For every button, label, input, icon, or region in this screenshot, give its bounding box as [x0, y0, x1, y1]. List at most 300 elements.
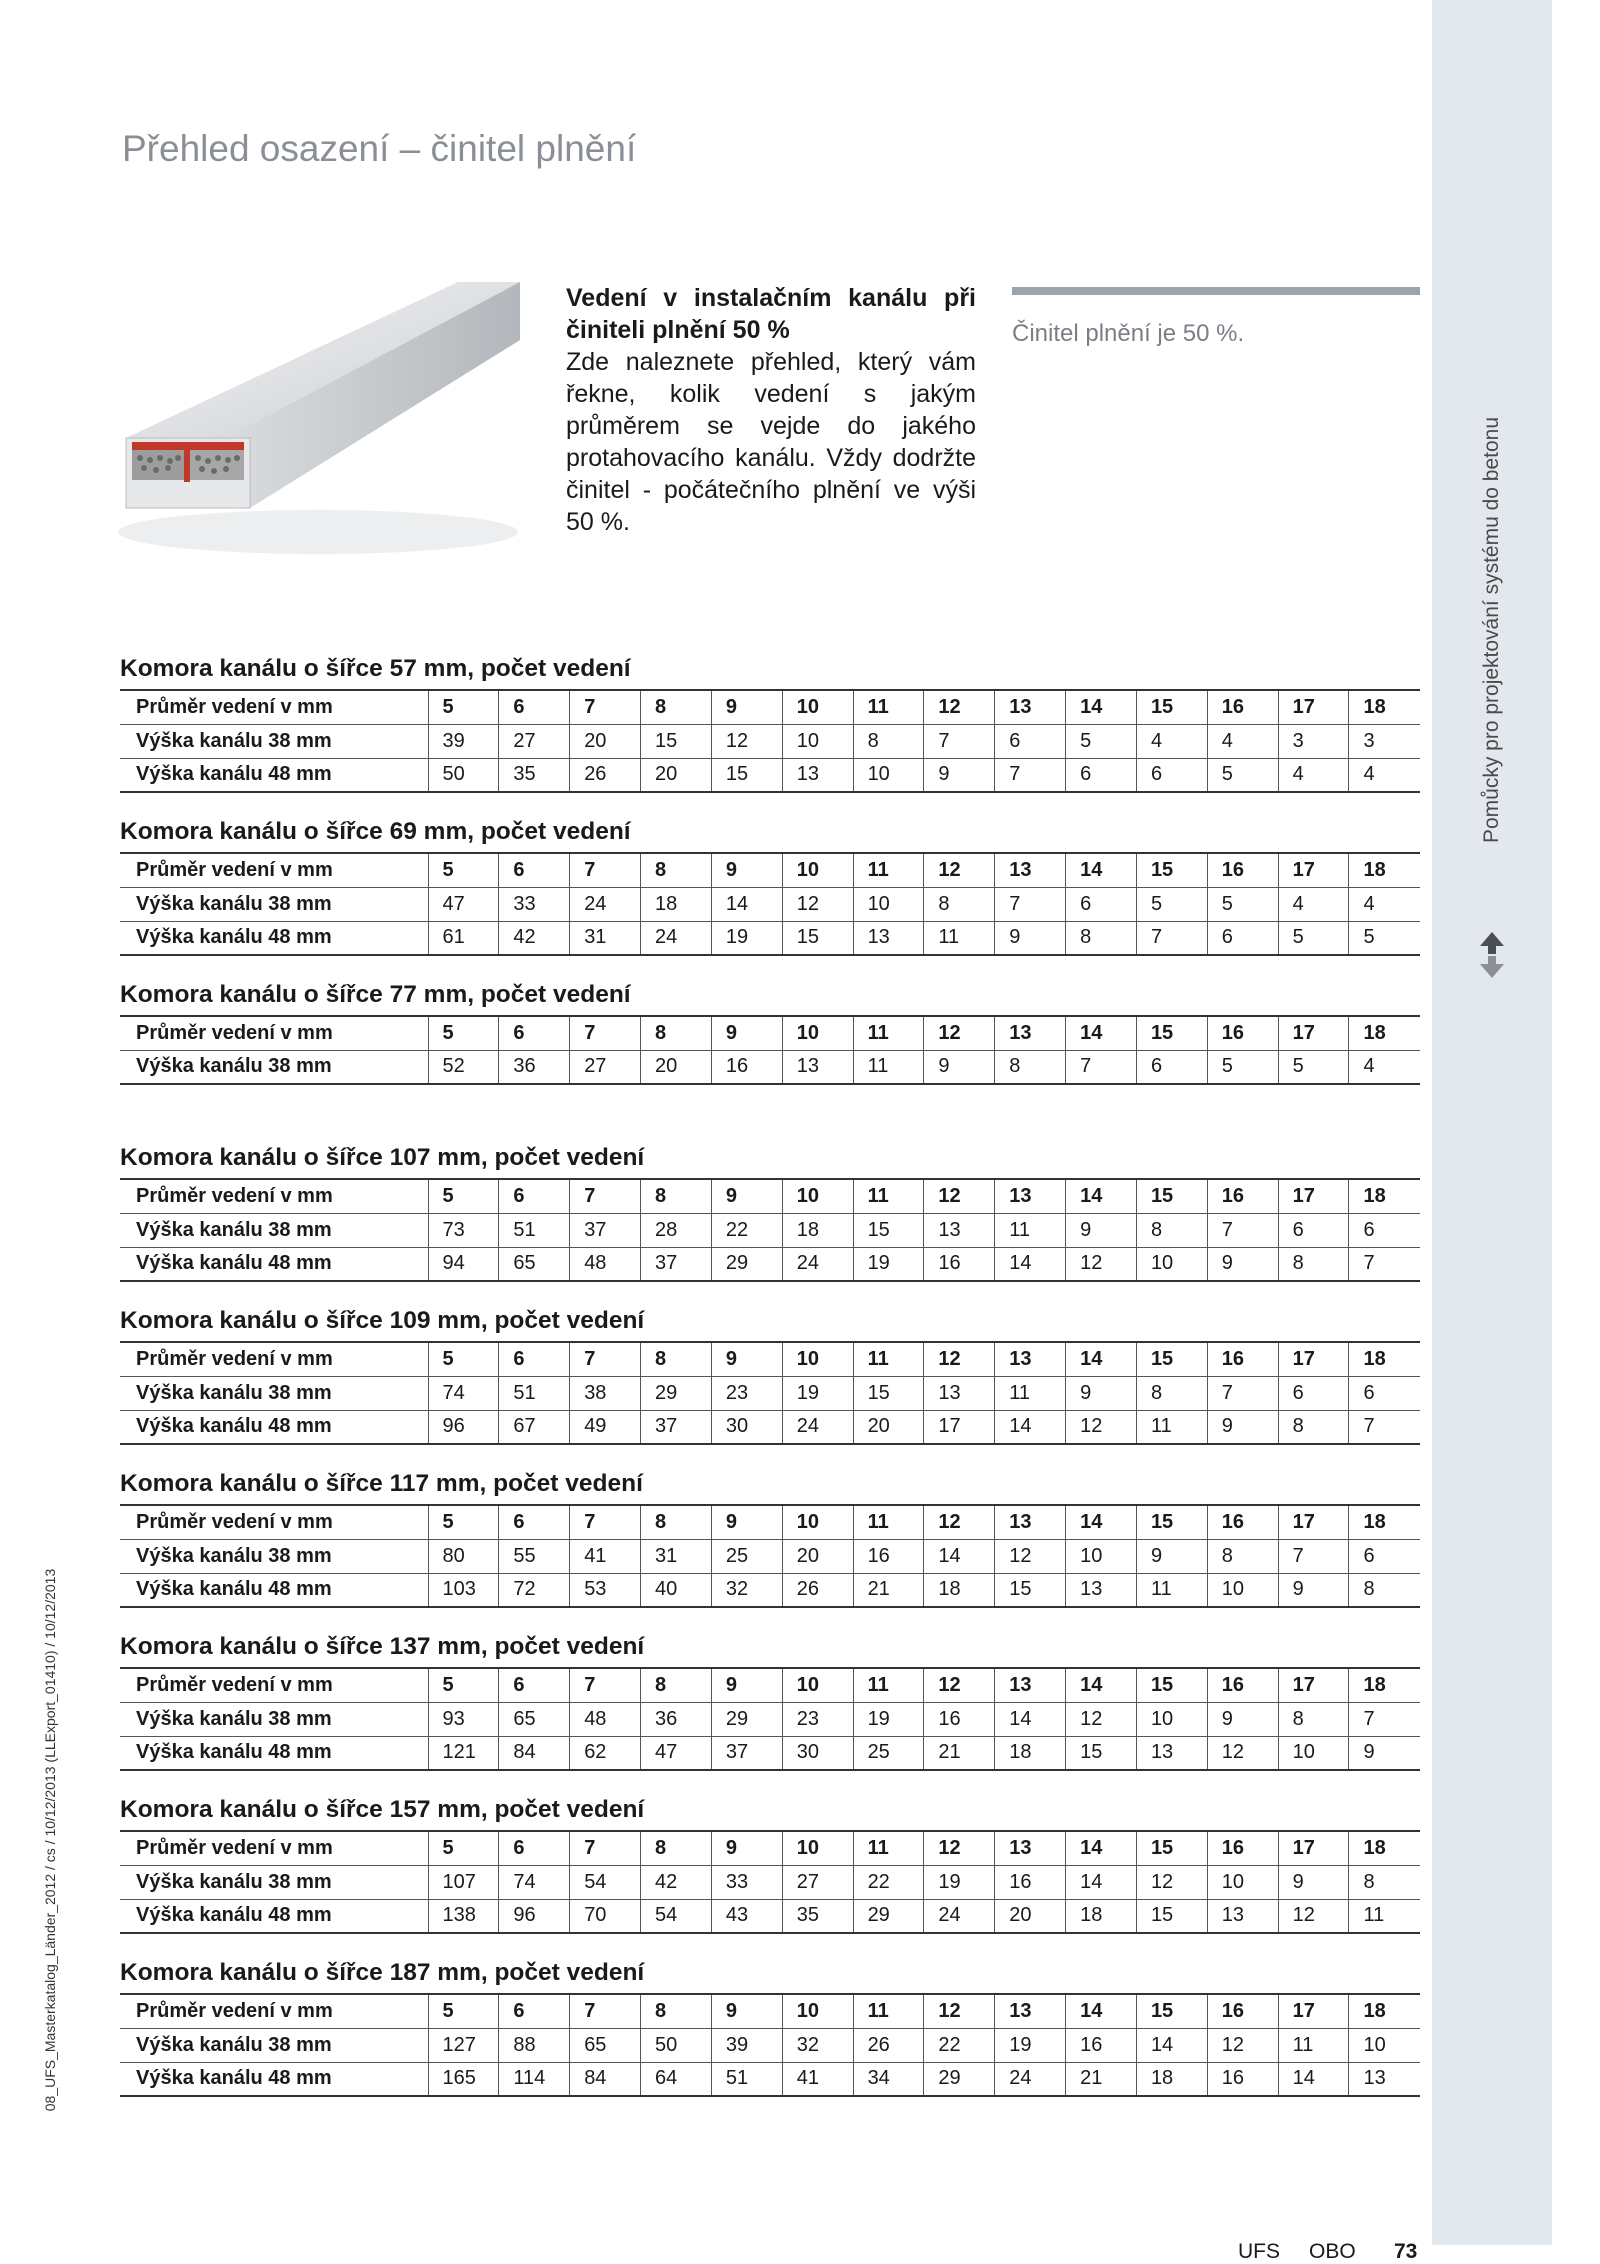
- table-cell: 17: [1278, 1831, 1349, 1865]
- table-cell: 16: [1207, 853, 1278, 887]
- table-row: [120, 1865, 1420, 1899]
- table-cell: 28: [641, 1213, 712, 1247]
- print-meta: 08_UFS_Masterkatalog_Länder_2012 / cs / 10/12/2013 (LLExport_01410) / 10/12/2013: [42, 1568, 58, 2112]
- table-cell: 7: [570, 1668, 641, 1702]
- table-cell: 9: [1207, 1247, 1278, 1281]
- table-cell: 4: [1278, 758, 1349, 792]
- table-cell: 9: [711, 690, 782, 724]
- table-row: [120, 1410, 1420, 1444]
- table-cell: 72: [499, 1573, 570, 1607]
- table-cell: 11: [853, 853, 924, 887]
- table-row: [120, 2028, 1420, 2062]
- table-cell: 4: [1278, 887, 1349, 921]
- row-label-cell: Výška kanálu 38 mm: [120, 1539, 428, 1573]
- table-cell: 5: [1349, 921, 1420, 955]
- chamber-table: [120, 852, 1420, 956]
- table-cell: 14: [1066, 1668, 1137, 1702]
- table-cell: 52: [428, 1050, 499, 1084]
- table-cell: 12: [1066, 1247, 1137, 1281]
- table-cell: 5: [428, 1016, 499, 1050]
- chamber-table-block: [120, 653, 1420, 793]
- chamber-table-block: [120, 1957, 1420, 2097]
- table-cell: 6: [1066, 887, 1137, 921]
- table-cell: 14: [1066, 1831, 1137, 1865]
- table-cell: 6: [1278, 1376, 1349, 1410]
- table-cell: 42: [641, 1865, 712, 1899]
- table-cell: 16: [995, 1865, 1066, 1899]
- table-header-row: [120, 690, 1420, 724]
- row-label-cell: Průměr vedení v mm: [120, 1831, 428, 1865]
- table-header-row: [120, 1668, 1420, 1702]
- table-cell: 3: [1278, 724, 1349, 758]
- table-cell: 6: [995, 724, 1066, 758]
- table-cell: 6: [1136, 1050, 1207, 1084]
- table-cell: 7: [1066, 1050, 1137, 1084]
- row-label-cell: Výška kanálu 38 mm: [120, 1702, 428, 1736]
- table-cell: 29: [924, 2062, 995, 2096]
- table-row: [120, 758, 1420, 792]
- table-cell: 10: [853, 758, 924, 792]
- table-cell: 65: [499, 1702, 570, 1736]
- table-cell: 13: [995, 1994, 1066, 2028]
- table-cell: 4: [1349, 1050, 1420, 1084]
- table-cell: 4: [1349, 758, 1420, 792]
- table-cell: 39: [428, 724, 499, 758]
- table-cell: 24: [641, 921, 712, 955]
- table-cell: 6: [499, 1016, 570, 1050]
- table-cell: 7: [1349, 1247, 1420, 1281]
- table-cell: 10: [782, 690, 853, 724]
- table-cell: 7: [570, 1831, 641, 1865]
- table-cell: 15: [853, 1213, 924, 1247]
- table-cell: 8: [995, 1050, 1066, 1084]
- table-cell: 16: [1207, 1668, 1278, 1702]
- table-cell: 22: [853, 1865, 924, 1899]
- table-cell: 14: [924, 1539, 995, 1573]
- table-cell: 94: [428, 1247, 499, 1281]
- table-cell: 11: [853, 1668, 924, 1702]
- table-header-row: [120, 1994, 1420, 2028]
- table-cell: 12: [924, 1831, 995, 1865]
- table-cell: 37: [641, 1247, 712, 1281]
- table-cell: 11: [1349, 1899, 1420, 1933]
- table-header-row: [120, 853, 1420, 887]
- table-cell: 14: [995, 1247, 1066, 1281]
- table-cell: 12: [1136, 1865, 1207, 1899]
- table-cell: 18: [1066, 1899, 1137, 1933]
- table-cell: 29: [641, 1376, 712, 1410]
- table-cell: 8: [1136, 1376, 1207, 1410]
- row-label-cell: Výška kanálu 48 mm: [120, 1573, 428, 1607]
- table-cell: 13: [924, 1376, 995, 1410]
- table-cell: 13: [853, 921, 924, 955]
- table-cell: 16: [924, 1702, 995, 1736]
- table-cell: 11: [853, 1179, 924, 1213]
- table-cell: 9: [1066, 1376, 1137, 1410]
- chamber-table: [120, 1015, 1420, 1085]
- table-cell: 10: [1136, 1702, 1207, 1736]
- table-cell: 24: [570, 887, 641, 921]
- chamber-table-block: [120, 1142, 1420, 1282]
- table-cell: 127: [428, 2028, 499, 2062]
- table-cell: 11: [853, 1016, 924, 1050]
- row-label-cell: Průměr vedení v mm: [120, 1994, 428, 2028]
- table-cell: 15: [1136, 1994, 1207, 2028]
- table-cell: 20: [641, 758, 712, 792]
- table-cell: 15: [1136, 1831, 1207, 1865]
- table-cell: 5: [428, 690, 499, 724]
- table-cell: 42: [499, 921, 570, 955]
- table-cell: 84: [570, 2062, 641, 2096]
- table-cell: 17: [1278, 1994, 1349, 2028]
- row-label-cell: Výška kanálu 48 mm: [120, 1410, 428, 1444]
- table-cell: 13: [995, 1179, 1066, 1213]
- table-cell: 7: [1278, 1539, 1349, 1573]
- table-cell: 12: [1278, 1899, 1349, 1933]
- table-cell: 20: [641, 1050, 712, 1084]
- chamber-table-block: [120, 1305, 1420, 1445]
- table-cell: 41: [570, 1539, 641, 1573]
- table-cell: 165: [428, 2062, 499, 2096]
- table-cell: 16: [1207, 1831, 1278, 1865]
- table-cell: 21: [1066, 2062, 1137, 2096]
- table-cell: 11: [853, 1831, 924, 1865]
- table-cell: 47: [641, 1736, 712, 1770]
- table-cell: 6: [499, 1342, 570, 1376]
- table-cell: 8: [1278, 1702, 1349, 1736]
- table-cell: 18: [1349, 690, 1420, 724]
- page-title: Přehled osazení – činitel plnění: [122, 128, 637, 169]
- table-cell: 34: [853, 2062, 924, 2096]
- table-cell: 13: [995, 1342, 1066, 1376]
- chamber-table-title: Komora kanálu o šířce 117 mm, počet vedení: [120, 1470, 643, 1497]
- table-cell: 16: [1066, 2028, 1137, 2062]
- table-cell: 11: [853, 1505, 924, 1539]
- table-cell: 8: [853, 724, 924, 758]
- row-label-cell: Výška kanálu 48 mm: [120, 2062, 428, 2096]
- table-cell: 7: [995, 887, 1066, 921]
- table-cell: 9: [924, 758, 995, 792]
- fill-factor-note: Činitel plnění je 50 %.: [1012, 320, 1245, 347]
- table-row: [120, 1573, 1420, 1607]
- table-row: [120, 1213, 1420, 1247]
- table-cell: 12: [711, 724, 782, 758]
- table-cell: 3: [1349, 724, 1420, 758]
- table-cell: 17: [1278, 1668, 1349, 1702]
- table-cell: 16: [1207, 2062, 1278, 2096]
- table-cell: 18: [1349, 1016, 1420, 1050]
- table-cell: 49: [570, 1410, 641, 1444]
- chamber-table-title: Komora kanálu o šířce 57 mm, počet vedení: [120, 655, 631, 682]
- table-cell: 8: [1136, 1213, 1207, 1247]
- table-cell: 61: [428, 921, 499, 955]
- table-cell: 6: [1349, 1376, 1420, 1410]
- table-cell: 93: [428, 1702, 499, 1736]
- table-cell: 10: [1349, 2028, 1420, 2062]
- table-cell: 29: [711, 1702, 782, 1736]
- row-label-cell: Výška kanálu 38 mm: [120, 1376, 428, 1410]
- table-cell: 65: [570, 2028, 641, 2062]
- table-cell: 5: [428, 1342, 499, 1376]
- table-cell: 19: [924, 1865, 995, 1899]
- table-cell: 12: [924, 1342, 995, 1376]
- chamber-table: [120, 1830, 1420, 1934]
- table-cell: 15: [782, 921, 853, 955]
- table-cell: 13: [995, 1505, 1066, 1539]
- table-cell: 10: [782, 853, 853, 887]
- table-cell: 6: [1349, 1213, 1420, 1247]
- table-cell: 47: [428, 887, 499, 921]
- table-cell: 15: [1136, 1016, 1207, 1050]
- table-cell: 8: [641, 690, 712, 724]
- table-row: [120, 921, 1420, 955]
- table-cell: 6: [499, 690, 570, 724]
- table-cell: 11: [853, 1342, 924, 1376]
- table-cell: 6: [1066, 758, 1137, 792]
- table-cell: 16: [1207, 690, 1278, 724]
- table-cell: 14: [1136, 2028, 1207, 2062]
- table-cell: 15: [1136, 1179, 1207, 1213]
- table-cell: 8: [924, 887, 995, 921]
- chamber-table: [120, 1667, 1420, 1771]
- table-cell: 19: [853, 1702, 924, 1736]
- table-cell: 16: [853, 1539, 924, 1573]
- table-cell: 48: [570, 1702, 641, 1736]
- table-cell: 18: [1349, 853, 1420, 887]
- table-cell: 96: [428, 1410, 499, 1444]
- table-cell: 10: [782, 724, 853, 758]
- table-cell: 48: [570, 1247, 641, 1281]
- table-cell: 18: [1349, 1831, 1420, 1865]
- table-cell: 8: [641, 1668, 712, 1702]
- table-cell: 43: [711, 1899, 782, 1933]
- table-cell: 12: [924, 1505, 995, 1539]
- table-cell: 12: [1207, 2028, 1278, 2062]
- row-label-cell: Průměr vedení v mm: [120, 1342, 428, 1376]
- table-cell: 15: [1136, 690, 1207, 724]
- table-row: [120, 1376, 1420, 1410]
- table-cell: 5: [428, 1831, 499, 1865]
- table-cell: 16: [1207, 1994, 1278, 2028]
- table-cell: 54: [570, 1865, 641, 1899]
- table-cell: 54: [641, 1899, 712, 1933]
- table-cell: 17: [1278, 853, 1349, 887]
- chamber-table-block: [120, 816, 1420, 956]
- table-cell: 14: [1066, 690, 1137, 724]
- note-rule: [1012, 287, 1420, 295]
- table-cell: 18: [1349, 1668, 1420, 1702]
- table-cell: 15: [1136, 1668, 1207, 1702]
- chamber-table: [120, 1341, 1420, 1445]
- table-cell: 15: [711, 758, 782, 792]
- table-cell: 16: [1207, 1505, 1278, 1539]
- table-cell: 7: [570, 1342, 641, 1376]
- table-cell: 12: [995, 1539, 1066, 1573]
- table-cell: 10: [1207, 1865, 1278, 1899]
- table-cell: 74: [428, 1376, 499, 1410]
- table-cell: 14: [995, 1702, 1066, 1736]
- table-cell: 6: [499, 1179, 570, 1213]
- table-cell: 13: [995, 1831, 1066, 1865]
- table-cell: 9: [711, 853, 782, 887]
- table-cell: 96: [499, 1899, 570, 1933]
- table-cell: 6: [499, 1668, 570, 1702]
- table-cell: 4: [1136, 724, 1207, 758]
- table-cell: 18: [924, 1573, 995, 1607]
- table-cell: 12: [924, 1016, 995, 1050]
- table-cell: 25: [711, 1539, 782, 1573]
- table-cell: 6: [1278, 1213, 1349, 1247]
- chamber-table-block: [120, 1794, 1420, 1934]
- table-cell: 5: [1278, 921, 1349, 955]
- row-label-cell: Výška kanálu 48 mm: [120, 1899, 428, 1933]
- table-cell: 9: [711, 1342, 782, 1376]
- table-cell: 18: [1349, 1505, 1420, 1539]
- table-cell: 5: [1207, 1050, 1278, 1084]
- table-row: [120, 724, 1420, 758]
- table-cell: 17: [1278, 1016, 1349, 1050]
- table-cell: 7: [924, 724, 995, 758]
- table-cell: 15: [1066, 1736, 1137, 1770]
- table-cell: 51: [711, 2062, 782, 2096]
- table-cell: 15: [1136, 1342, 1207, 1376]
- table-cell: 5: [428, 1505, 499, 1539]
- table-cell: 6: [1136, 758, 1207, 792]
- table-cell: 65: [499, 1247, 570, 1281]
- table-cell: 6: [499, 1831, 570, 1865]
- table-cell: 51: [499, 1376, 570, 1410]
- table-cell: 18: [1349, 1994, 1420, 2028]
- table-cell: 26: [853, 2028, 924, 2062]
- table-cell: 37: [641, 1410, 712, 1444]
- table-cell: 21: [853, 1573, 924, 1607]
- row-label-cell: Výška kanálu 48 mm: [120, 1736, 428, 1770]
- table-cell: 11: [853, 1050, 924, 1084]
- side-section-label: Pomůcky pro projektování systému do betonu: [1480, 416, 1503, 844]
- table-cell: 5: [1207, 887, 1278, 921]
- table-header-row: [120, 1342, 1420, 1376]
- table-cell: 5: [1207, 758, 1278, 792]
- table-cell: 12: [924, 690, 995, 724]
- table-cell: 10: [1207, 1573, 1278, 1607]
- table-cell: 5: [1066, 724, 1137, 758]
- table-cell: 11: [1136, 1410, 1207, 1444]
- table-cell: 70: [570, 1899, 641, 1933]
- product-image-channel: [118, 270, 538, 590]
- table-cell: 6: [1207, 921, 1278, 955]
- table-cell: 18: [1349, 1342, 1420, 1376]
- table-cell: 18: [1136, 2062, 1207, 2096]
- table-cell: 12: [1066, 1702, 1137, 1736]
- table-cell: 74: [499, 1865, 570, 1899]
- table-cell: 12: [782, 887, 853, 921]
- table-cell: 16: [711, 1050, 782, 1084]
- table-cell: 9: [1207, 1702, 1278, 1736]
- table-cell: 22: [924, 2028, 995, 2062]
- table-cell: 103: [428, 1573, 499, 1607]
- row-label-cell: Průměr vedení v mm: [120, 690, 428, 724]
- table-cell: 6: [1349, 1539, 1420, 1573]
- table-cell: 17: [924, 1410, 995, 1444]
- chamber-table-title: Komora kanálu o šířce 69 mm, počet vedení: [120, 818, 631, 845]
- table-row: [120, 1050, 1420, 1084]
- table-cell: 10: [1136, 1247, 1207, 1281]
- row-label-cell: Výška kanálu 38 mm: [120, 887, 428, 921]
- table-cell: 7: [570, 1179, 641, 1213]
- table-cell: 7: [1136, 921, 1207, 955]
- table-cell: 11: [853, 690, 924, 724]
- table-row: [120, 1247, 1420, 1281]
- table-cell: 121: [428, 1736, 499, 1770]
- table-cell: 9: [711, 1179, 782, 1213]
- table-row: [120, 1702, 1420, 1736]
- row-label-cell: Průměr vedení v mm: [120, 1179, 428, 1213]
- table-cell: 18: [782, 1213, 853, 1247]
- table-cell: 20: [570, 724, 641, 758]
- table-cell: 22: [711, 1213, 782, 1247]
- chamber-table-title: Komora kanálu o šířce 107 mm, počet vedení: [120, 1144, 645, 1171]
- table-cell: 11: [995, 1213, 1066, 1247]
- table-cell: 7: [570, 690, 641, 724]
- table-cell: 10: [1066, 1539, 1137, 1573]
- table-cell: 18: [1349, 1179, 1420, 1213]
- table-cell: 19: [782, 1376, 853, 1410]
- table-cell: 5: [428, 1668, 499, 1702]
- table-cell: 9: [711, 1016, 782, 1050]
- table-cell: 37: [711, 1736, 782, 1770]
- table-cell: 80: [428, 1539, 499, 1573]
- chamber-table-title: Komora kanálu o šířce 77 mm, počet vedení: [120, 981, 631, 1008]
- table-cell: 8: [1349, 1865, 1420, 1899]
- table-cell: 9: [1278, 1865, 1349, 1899]
- obo-arrows-icon: [1474, 930, 1510, 980]
- table-cell: 14: [1278, 2062, 1349, 2096]
- table-cell: 18: [995, 1736, 1066, 1770]
- table-cell: 13: [924, 1213, 995, 1247]
- table-cell: 7: [570, 1994, 641, 2028]
- table-cell: 53: [570, 1573, 641, 1607]
- table-cell: 40: [641, 1573, 712, 1607]
- table-cell: 9: [924, 1050, 995, 1084]
- table-cell: 7: [1349, 1410, 1420, 1444]
- table-cell: 9: [1278, 1573, 1349, 1607]
- table-cell: 19: [853, 1247, 924, 1281]
- table-cell: 23: [782, 1702, 853, 1736]
- table-cell: 15: [995, 1573, 1066, 1607]
- table-cell: 8: [641, 1016, 712, 1050]
- chamber-table-title: Komora kanálu o šířce 157 mm, počet vedení: [120, 1796, 645, 1823]
- table-cell: 31: [641, 1539, 712, 1573]
- table-cell: 23: [711, 1376, 782, 1410]
- table-cell: 9: [1136, 1539, 1207, 1573]
- table-row: [120, 1736, 1420, 1770]
- table-cell: 33: [499, 887, 570, 921]
- table-cell: 38: [570, 1376, 641, 1410]
- table-cell: 14: [1066, 1865, 1137, 1899]
- table-cell: 36: [641, 1702, 712, 1736]
- table-cell: 8: [1207, 1539, 1278, 1573]
- table-cell: 32: [711, 1573, 782, 1607]
- table-cell: 13: [995, 853, 1066, 887]
- table-cell: 107: [428, 1865, 499, 1899]
- table-cell: 7: [1349, 1702, 1420, 1736]
- table-cell: 8: [1349, 1573, 1420, 1607]
- table-cell: 13: [995, 1668, 1066, 1702]
- table-header-row: [120, 1505, 1420, 1539]
- table-cell: 50: [641, 2028, 712, 2062]
- chamber-table-title: Komora kanálu o šířce 109 mm, počet vedení: [120, 1307, 645, 1334]
- table-cell: 9: [1349, 1736, 1420, 1770]
